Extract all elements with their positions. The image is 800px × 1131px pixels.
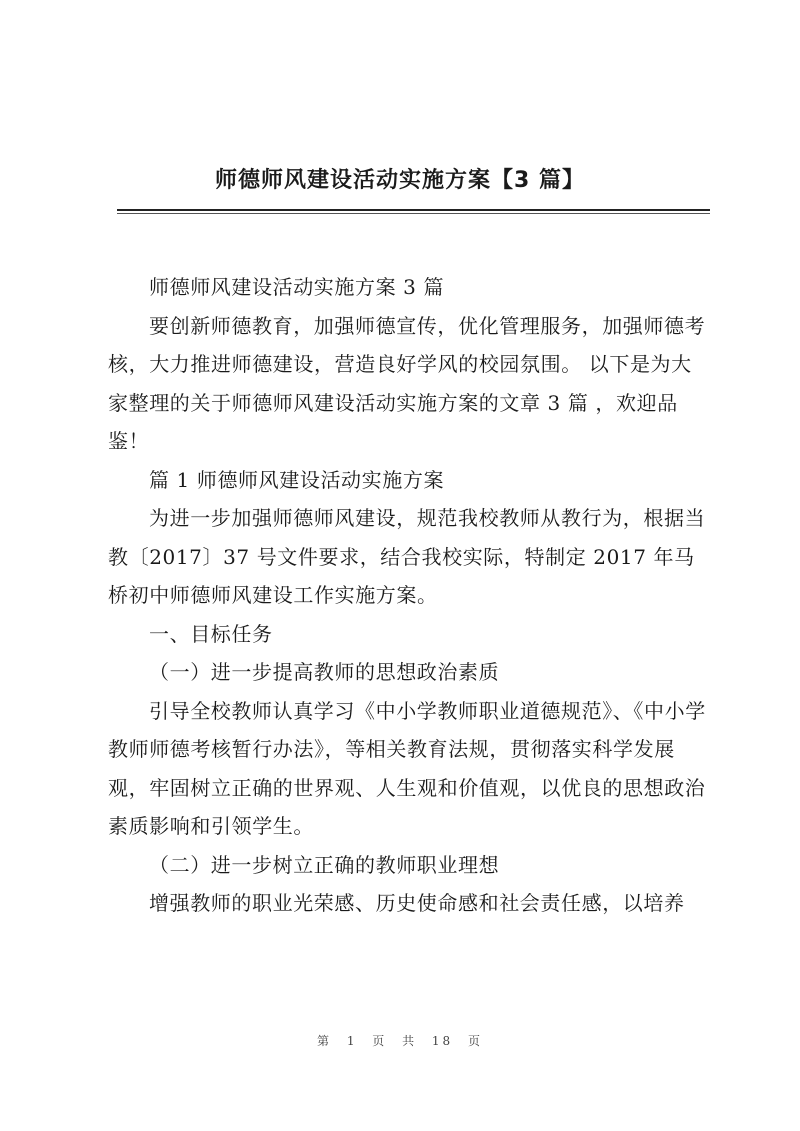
page-footer: 第 1 页 共 18 页 — [317, 1034, 483, 1048]
paragraph-subheading-1: （一）进一步提高教师的思想政治素质 — [149, 660, 500, 684]
paragraph-content-1: 引导全校教师认真学习《中小学教师职业道德规范》、《中小学教师师德考核暂行办法》，等相关教育法规，贯彻落实科学发展观，牢固树立正确的世界观、人生观和价值观，以优良的思想政治素质影响和引领学生。 — [108, 698, 706, 838]
paragraph-subtitle: 师德师风建设活动实施方案 3 篇 — [149, 275, 445, 299]
paragraph-intro: 要创新师德教育，加强师德宣传，优化管理服务，加强师德考核，大力推进师德建设，营造良好学风的校园氛围。 以下是为大家整理的关于师德师风建设活动实施方案的文章 3 篇 ，欢迎品鉴！ — [108, 313, 706, 453]
paragraph-subheading-2: （二）进一步树立正确的教师职业理想 — [149, 852, 500, 877]
title-divider-thin — [117, 213, 710, 214]
document-body — [108, 268, 712, 923]
document-title: 师德师风建设活动实施方案【3 篇】 — [215, 168, 585, 193]
paragraph-purpose: 为进一步加强师德师风建设，规范我校教师从教行为，根据当教〔2017〕37 号文件要求，结合我校实际，特制定 2017 年马桥初中师德师风建设工作实施方案。 — [108, 506, 706, 607]
paragraph-heading-goals: 一、目标任务 — [149, 621, 273, 646]
paragraph-section-heading: 篇 1 师德师风建设活动实施方案 — [149, 467, 445, 492]
title-divider-thick — [117, 209, 710, 211]
paragraph-content-2: 增强教师的职业光荣感、历史使命感和社会责任感，以培养 — [149, 891, 685, 915]
